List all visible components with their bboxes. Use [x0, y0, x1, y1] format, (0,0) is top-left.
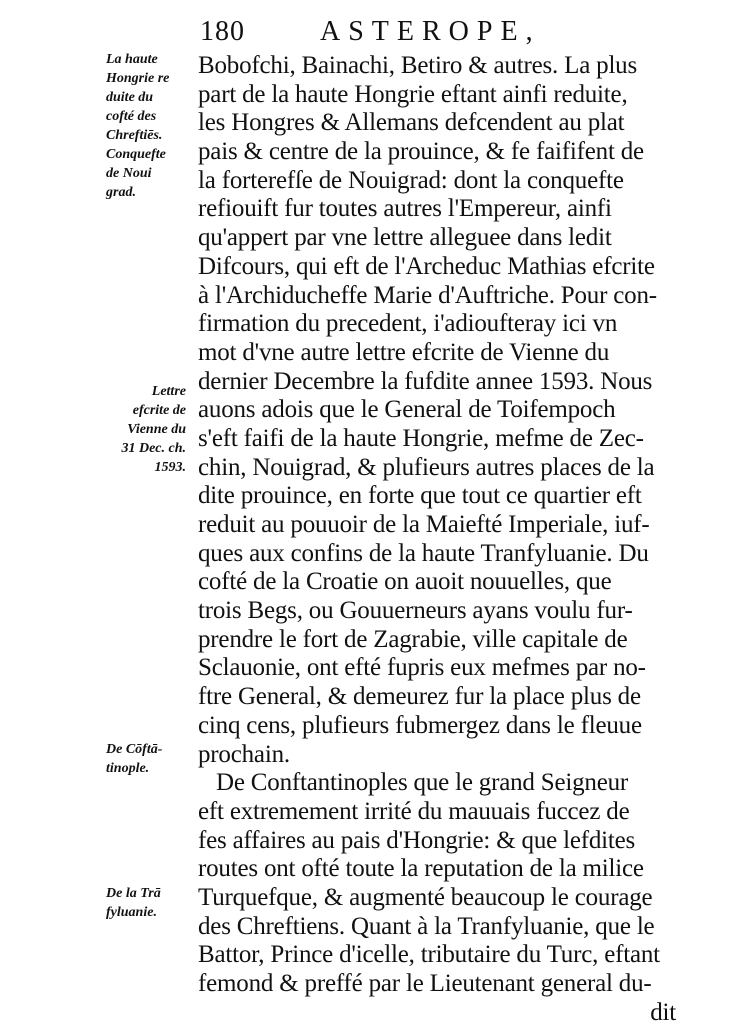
margin-note-line: 1593.: [154, 460, 186, 475]
text-line: routes ont ofté toute la reputation de la milice: [198, 855, 644, 883]
text-line: Bobofchi, Bainachi, Betiro & autres. La plus: [198, 52, 638, 79]
running-title: ASTEROPE,: [320, 16, 541, 47]
margin-note-line: fyluanie.: [106, 905, 157, 920]
paragraph-start-line: De Conftantinoples que le grand Seigneur: [216, 769, 629, 797]
text-line: pais & centre de la prouince, & fe faififent de: [198, 138, 644, 166]
text-line: ques aux confins de la haute Tranfyluanie. Du: [198, 539, 649, 567]
text-line: Turquefque, & augmenté beaucoup le courage: [198, 883, 653, 911]
margin-note-line: De la Trā: [106, 886, 161, 901]
text-line: ftre General, & demeurez fur la place plus de: [198, 683, 641, 711]
text-line: prochain.: [198, 740, 290, 768]
text-line: Difcours, qui eft de l'Archeduc Mathias efcrite: [198, 252, 655, 280]
text-line: dernier Decembre la fufdite annee 1593. Nous: [198, 367, 653, 395]
margin-note-line: Hongrie re: [106, 71, 170, 86]
margin-note-line: De Cōftā-: [106, 742, 163, 757]
page-number: 180: [200, 16, 245, 47]
text-line: dite prouince, en forte que tout ce quartier eft: [198, 482, 642, 510]
text-line: des Chreftiens. Quant à la Tranfyluanie, que le: [198, 912, 655, 940]
text-line: auons adois que le General de Toifempoch: [198, 396, 616, 424]
text-line: qu'appert par vne lettre alleguee dans ledit: [198, 224, 612, 252]
margin-note-line: Lettre: [151, 384, 186, 399]
text-line: refiouift fur toutes autres l'Empereur, ainfi: [198, 195, 612, 223]
margin-note-line: duite du: [106, 90, 154, 105]
catchword: dit: [650, 998, 676, 1026]
text-line: les Hongres & Allemans defcendent au plat: [198, 109, 625, 137]
margin-note-transylvanie: [106, 884, 196, 922]
text-line: s'eft faifi de la haute Hongrie, mefme de Zec-: [198, 424, 644, 452]
page-header: [190, 16, 650, 56]
body-text: [198, 52, 676, 1027]
text-line: Battor, Prince d'icelle, tributaire du Turc, eftant: [198, 941, 660, 969]
text-line: la forterefſe de Nouigrad: dont la conquefte: [198, 166, 624, 194]
text-line: eft extremement irrité du mauuais fuccez de: [198, 797, 630, 825]
margin-note-line: efcrite de: [132, 403, 186, 418]
text-line: trois Begs, ou Gouuerneurs ayans voulu fur-: [198, 597, 633, 625]
text-line: à l'Archiducheffe Marie d'Auftriche. Pour con-: [198, 281, 657, 309]
text-line: firmation du precedent, i'adioufteray ici vn: [198, 310, 618, 338]
margin-note-line: tinople.: [106, 761, 150, 776]
text-line: cinq cens, plufieurs fubmergez dans le fleuue: [198, 711, 642, 739]
text-line: part de la haute Hongrie eftant ainfi reduite,: [198, 80, 628, 108]
margin-note-line: grad.: [106, 185, 136, 200]
margin-note-line: Conquefte: [106, 147, 166, 162]
text-line: reduit au pouuoir de la Maiefté Imperiale, iuf-: [198, 511, 650, 538]
text-line: Sclauonie, ont efté fupris eux mefmes par no-: [198, 654, 646, 682]
text-line: prendre le fort de Zagrabie, ville capitale de: [198, 625, 628, 653]
text-line: cofté de la Croatie on auoit nouuelles, que: [198, 568, 612, 596]
margin-note-line: 31 Dec. ch.: [121, 441, 186, 456]
margin-note-line: cofté des: [106, 109, 157, 124]
margin-note-line: La haute: [106, 52, 158, 67]
margin-note-lettre-vienne: [96, 382, 186, 477]
text-line: fes affaires au pais d'Hongrie: & que lefdites: [198, 826, 636, 854]
margin-note-constantinople: [106, 740, 196, 778]
text-line: chin, Nouigrad, & plufieurs autres places de la: [198, 453, 655, 481]
text-line: femond & preffé par le Lieutenant general du-: [198, 970, 652, 997]
margin-note-line: Chreftiēs.: [106, 128, 163, 143]
margin-note-line: de Noui: [106, 166, 152, 181]
margin-note-haute-hongrie: [106, 50, 196, 202]
margin-note-line: Vienne du: [127, 422, 186, 437]
text-line: mot d'vne autre lettre efcrite de Vienne du: [198, 338, 610, 366]
